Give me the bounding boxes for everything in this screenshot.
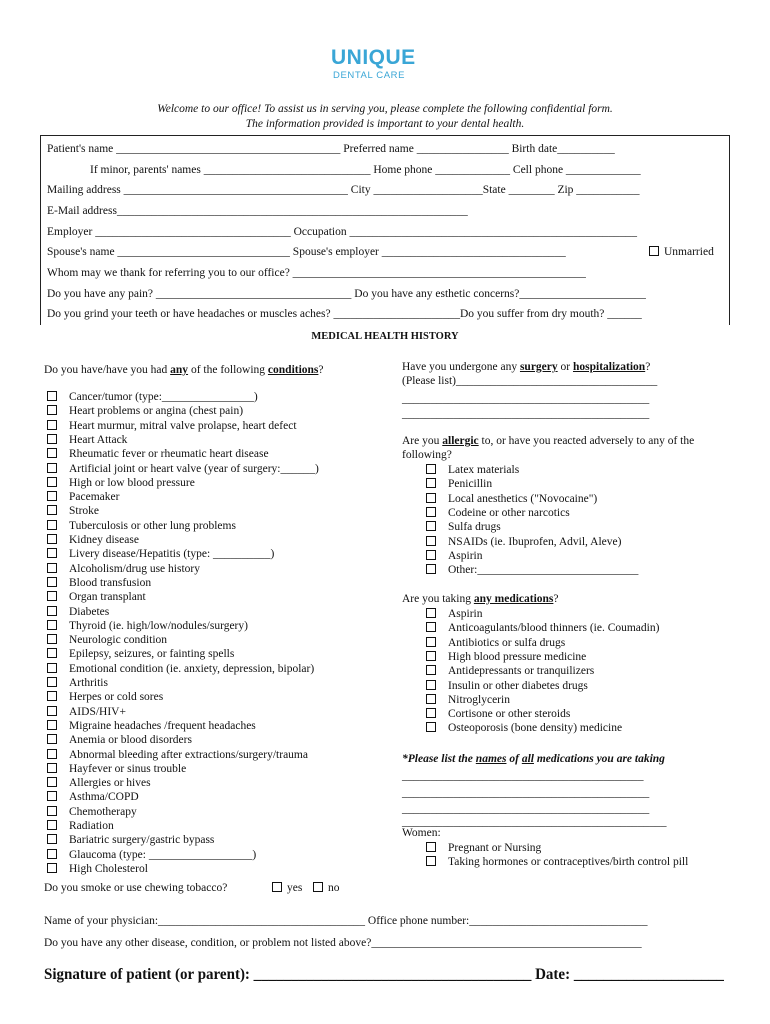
- allergy-item[interactable]: [426, 478, 492, 490]
- medication-label: High blood pressure medicine: [448, 650, 587, 663]
- condition-item[interactable]: [47, 434, 127, 446]
- condition-item[interactable]: [47, 391, 258, 403]
- medication-label: Aspirin: [448, 608, 483, 620]
- condition-checkbox[interactable]: [47, 620, 57, 630]
- condition-checkbox[interactable]: [47, 577, 57, 587]
- allergy-label: Local anesthetics ("Novocaine"): [448, 492, 598, 505]
- condition-checkbox[interactable]: [47, 706, 57, 716]
- condition-label: Asthma/COPD: [69, 791, 139, 804]
- condition-label: Artificial joint or heart valve (year of surgery:______): [69, 462, 319, 475]
- medications-question: Are you taking any medications?: [402, 593, 559, 605]
- medication-checkbox[interactable]: [426, 608, 436, 618]
- smoke-yes-item[interactable]: yes: [272, 882, 302, 894]
- allergy-item[interactable]: [426, 536, 621, 548]
- condition-checkbox[interactable]: [47, 591, 57, 601]
- condition-checkbox[interactable]: [47, 734, 57, 744]
- condition-label: High Cholesterol: [69, 862, 148, 875]
- condition-label: Migraine headaches /frequent headaches: [69, 719, 256, 732]
- condition-checkbox[interactable]: [47, 763, 57, 773]
- condition-label: Cancer/tumor (type:________________): [69, 391, 258, 403]
- condition-label: Stroke: [69, 505, 100, 518]
- intro-line-1: Welcome to our office! To assist us in serving you, please complete the following confidential form.: [157, 103, 613, 115]
- condition-checkbox[interactable]: [47, 548, 57, 558]
- medication-checkbox[interactable]: [426, 622, 436, 632]
- allergies-question: Are you allergic to, or have you reacted adversely to any of the: [402, 435, 695, 447]
- smoke-question: Do you smoke or use chewing tobacco?: [44, 882, 228, 894]
- email-row[interactable]: E-Mail address_____________________________________________________________: [47, 205, 468, 217]
- parents-names-row[interactable]: If minor, parents' names _____________________________ Home phone _____________ Cell phone _____________: [90, 164, 641, 176]
- condition-item[interactable]: [47, 820, 114, 832]
- medication-item[interactable]: [426, 651, 586, 663]
- allergy-label: Aspirin: [448, 549, 483, 562]
- medication-item[interactable]: [426, 608, 483, 620]
- condition-checkbox[interactable]: [47, 477, 57, 487]
- condition-checkbox[interactable]: [47, 520, 57, 530]
- women-label: Pregnant or Nursing: [448, 842, 542, 854]
- smoke-no-item[interactable]: no: [313, 882, 340, 894]
- medications-line-3[interactable]: ___________________________________________: [402, 803, 650, 815]
- condition-item[interactable]: [47, 420, 297, 432]
- medication-checkbox[interactable]: [426, 637, 436, 647]
- medication-item[interactable]: [426, 708, 570, 720]
- medication-checkbox[interactable]: [426, 651, 436, 661]
- condition-item[interactable]: [47, 634, 167, 646]
- condition-item[interactable]: [47, 563, 200, 575]
- condition-label: Heart problems or angina (chest pain): [69, 405, 244, 418]
- condition-item[interactable]: [47, 806, 137, 818]
- condition-label: Thyroid (ie. high/low/nodules/surgery): [69, 619, 248, 632]
- condition-item[interactable]: [47, 663, 314, 675]
- allergy-checkbox[interactable]: [426, 464, 436, 474]
- condition-label: Anemia or blood disorders: [69, 734, 192, 747]
- condition-checkbox[interactable]: [47, 791, 57, 801]
- condition-label: Allergies or hives: [69, 777, 151, 790]
- mailing-address-row[interactable]: Mailing address _______________________________________ City ___________________State ________ Zip ___________: [47, 184, 640, 196]
- medication-checkbox[interactable]: [426, 694, 436, 704]
- condition-item[interactable]: [47, 763, 186, 775]
- logo-subtitle: DENTAL CARE: [333, 70, 406, 81]
- allergy-label: Codeine or other narcotics: [448, 506, 570, 519]
- medication-checkbox[interactable]: [426, 680, 436, 690]
- condition-label: Chemotherapy: [69, 805, 137, 818]
- condition-label: Glaucoma (type: __________________): [69, 848, 257, 861]
- women-label: Women:: [402, 827, 441, 839]
- unmarried-checkbox[interactable]: [649, 246, 659, 256]
- condition-label: Tuberculosis or other lung problems: [69, 519, 236, 532]
- medication-label: Cortisone or other steroids: [448, 708, 571, 721]
- condition-label: AIDS/HIV+: [69, 705, 126, 718]
- condition-checkbox[interactable]: [47, 505, 57, 515]
- condition-item[interactable]: [47, 491, 119, 503]
- condition-label: Epilepsy, seizures, or fainting spells: [69, 648, 235, 661]
- spouse-row[interactable]: Spouse's name ______________________________ Spouse's employer ________________________________: [47, 246, 566, 258]
- medications-list-instruction: *Please list the names of all medications you are taking: [402, 753, 665, 765]
- condition-checkbox[interactable]: [47, 606, 57, 616]
- medication-item[interactable]: [426, 637, 565, 649]
- condition-item[interactable]: [47, 477, 195, 489]
- condition-item[interactable]: [47, 448, 269, 460]
- women-item[interactable]: [426, 856, 688, 868]
- condition-item[interactable]: [47, 577, 151, 589]
- medications-line-4[interactable]: ______________________________________________: [402, 816, 667, 828]
- allergy-checkbox[interactable]: [426, 550, 436, 560]
- medication-label: Antibiotics or sulfa drugs: [448, 636, 566, 649]
- surgery-line-3[interactable]: ___________________________________________: [402, 408, 650, 420]
- grind-teeth-row[interactable]: Do you grind your teeth or have headaches or muscles aches? ______________________Do you suffer from dry mouth? ______: [47, 308, 642, 320]
- women-checkbox[interactable]: [426, 842, 436, 852]
- allergy-label: Latex materials: [448, 464, 520, 476]
- allergy-item[interactable]: [426, 564, 638, 576]
- condition-checkbox[interactable]: [47, 663, 57, 673]
- condition-label: Diabetes: [69, 605, 110, 618]
- condition-label: Heart Attack: [69, 433, 128, 446]
- conditions-question: Do you have/have you had any of the following conditions?: [44, 364, 324, 376]
- condition-label: Bariatric surgery/gastric bypass: [69, 834, 215, 847]
- employer-row[interactable]: Employer __________________________________ Occupation __________________________________________________: [47, 226, 637, 238]
- pain-row[interactable]: Do you have any pain? __________________________________ Do you have any esthetic concerns?______________________: [47, 288, 646, 300]
- condition-checkbox[interactable]: [47, 720, 57, 730]
- allergy-item[interactable]: [426, 493, 597, 505]
- unmarried-label: Unmarried: [664, 246, 714, 258]
- condition-item[interactable]: [47, 620, 248, 632]
- condition-label: High or low blood pressure: [69, 476, 195, 489]
- condition-label: Rheumatic fever or rheumatic heart disease: [69, 448, 269, 461]
- surgery-line-2[interactable]: ___________________________________________: [402, 393, 650, 405]
- allergy-label: Sulfa drugs: [448, 521, 501, 534]
- logo-wordmark: UNIQUE: [331, 46, 416, 69]
- condition-item[interactable]: [47, 749, 308, 761]
- condition-item[interactable]: [47, 777, 151, 789]
- condition-checkbox[interactable]: [47, 820, 57, 830]
- medication-item[interactable]: [426, 694, 510, 706]
- medications-line-2[interactable]: ___________________________________________: [402, 787, 650, 799]
- condition-checkbox[interactable]: [47, 749, 57, 759]
- condition-label: Abnormal bleeding after extractions/surgery/trauma: [69, 748, 308, 761]
- medication-checkbox[interactable]: [426, 665, 436, 675]
- allergy-item[interactable]: [426, 550, 483, 562]
- allergy-item[interactable]: [426, 507, 570, 519]
- women-label: Taking hormones or contraceptives/birth control pill: [448, 856, 689, 869]
- patient-name-row[interactable]: Patient's name _______________________________________ Preferred name ________________ Birth date__________: [47, 143, 615, 155]
- allergy-label: NSAIDs (ie. Ibuprofen, Advil, Aleve): [448, 535, 622, 548]
- other-disease-row[interactable]: Do you have any other disease, condition, or problem not listed above?_______________________________________________: [44, 937, 642, 949]
- condition-checkbox[interactable]: [47, 448, 57, 458]
- medication-label: Antidepressants or tranquilizers: [448, 665, 595, 678]
- condition-checkbox[interactable]: [47, 634, 57, 644]
- allergy-checkbox[interactable]: [426, 493, 436, 503]
- condition-checkbox[interactable]: [47, 405, 57, 415]
- condition-checkbox[interactable]: [47, 563, 57, 573]
- condition-item[interactable]: [47, 863, 148, 875]
- medication-label: Anticoagulants/blood thinners (ie. Coumadin): [448, 622, 660, 635]
- condition-label: Heart murmur, mitral valve prolapse, heart defect: [69, 419, 297, 432]
- condition-checkbox[interactable]: [47, 648, 57, 658]
- condition-checkbox[interactable]: [47, 691, 57, 701]
- women-item[interactable]: [426, 842, 541, 854]
- allergy-item[interactable]: [426, 521, 501, 533]
- condition-item[interactable]: [47, 849, 256, 861]
- unmarried-checkbox-item[interactable]: [649, 246, 714, 258]
- condition-label: Kidney disease: [69, 534, 139, 546]
- condition-item[interactable]: [47, 791, 139, 803]
- condition-item[interactable]: [47, 591, 146, 603]
- condition-checkbox[interactable]: [47, 849, 57, 859]
- condition-item[interactable]: [47, 548, 274, 560]
- condition-checkbox[interactable]: [47, 806, 57, 816]
- condition-checkbox[interactable]: [47, 420, 57, 430]
- medication-checkbox[interactable]: [426, 722, 436, 732]
- medication-label: Insulin or other diabetes drugs: [448, 679, 588, 692]
- condition-checkbox[interactable]: [47, 777, 57, 787]
- medication-label: Osteoporosis (bone density) medicine: [448, 722, 623, 735]
- allergy-checkbox[interactable]: [426, 507, 436, 517]
- condition-item[interactable]: [47, 706, 126, 718]
- condition-label: Blood transfusion: [69, 576, 152, 589]
- condition-item[interactable]: [47, 648, 234, 660]
- condition-item[interactable]: [47, 405, 243, 417]
- condition-label: Arthritis: [69, 677, 108, 689]
- allergy-label: Other:____________________________: [448, 564, 639, 577]
- condition-checkbox[interactable]: [47, 491, 57, 501]
- condition-item[interactable]: [47, 834, 214, 846]
- condition-item[interactable]: [47, 734, 192, 746]
- smoke-no-checkbox[interactable]: [313, 882, 323, 892]
- condition-item[interactable]: [47, 691, 163, 703]
- condition-item[interactable]: [47, 520, 236, 532]
- medication-item[interactable]: [426, 722, 622, 734]
- condition-item[interactable]: [47, 606, 109, 618]
- allergy-checkbox[interactable]: [426, 564, 436, 574]
- allergy-checkbox[interactable]: [426, 521, 436, 531]
- condition-checkbox[interactable]: [47, 434, 57, 444]
- condition-label: Organ transplant: [69, 591, 146, 604]
- surgery-question: Have you undergone any surgery or hospitalization?: [402, 361, 651, 373]
- condition-checkbox[interactable]: [47, 677, 57, 687]
- medication-item[interactable]: [426, 665, 594, 677]
- referral-row[interactable]: Whom may we thank for referring you to our office? ___________________________________________________: [47, 267, 586, 279]
- allergy-item[interactable]: [426, 464, 519, 476]
- allergy-checkbox[interactable]: [426, 536, 436, 546]
- condition-checkbox[interactable]: [47, 463, 57, 473]
- medication-label: Nitroglycerin: [448, 693, 510, 706]
- condition-label: Hayfever or sinus trouble: [69, 762, 187, 775]
- smoke-yes-checkbox[interactable]: [272, 882, 282, 892]
- section-title: MEDICAL HEALTH HISTORY: [311, 331, 459, 342]
- condition-label: Neurologic condition: [69, 634, 168, 647]
- condition-checkbox[interactable]: [47, 391, 57, 401]
- condition-label: Radiation: [69, 820, 114, 832]
- medication-item[interactable]: [426, 680, 588, 692]
- condition-label: Herpes or cold sores: [69, 691, 164, 704]
- medication-item[interactable]: [426, 622, 659, 634]
- intro-line-2: The information provided is important to your dental health.: [245, 118, 525, 130]
- allergy-label: Penicillin: [448, 478, 493, 491]
- women-checkbox[interactable]: [426, 856, 436, 866]
- surgery-line-1[interactable]: (Please list)___________________________________: [402, 375, 658, 387]
- condition-item[interactable]: [47, 463, 319, 475]
- condition-item[interactable]: [47, 677, 108, 689]
- medications-line-1[interactable]: __________________________________________: [402, 770, 644, 782]
- condition-item[interactable]: [47, 534, 139, 546]
- condition-item[interactable]: [47, 720, 256, 732]
- signature-row[interactable]: Signature of patient (or parent): _____________________________________ Date: ____________________: [44, 966, 724, 983]
- condition-item[interactable]: [47, 505, 99, 517]
- condition-label: Pacemaker: [69, 491, 120, 504]
- allergies-question-line-2: following?: [402, 449, 452, 461]
- physician-row[interactable]: Name of your physician:____________________________________ Office phone number:_______________________________: [44, 915, 648, 927]
- condition-checkbox[interactable]: [47, 863, 57, 873]
- allergy-checkbox[interactable]: [426, 478, 436, 488]
- condition-checkbox[interactable]: [47, 834, 57, 844]
- unique-dental-care-logo: [331, 46, 441, 90]
- condition-label: Alcoholism/drug use history: [69, 562, 200, 575]
- condition-checkbox[interactable]: [47, 534, 57, 544]
- condition-label: Livery disease/Hepatitis (type: __________): [69, 548, 275, 561]
- medication-checkbox[interactable]: [426, 708, 436, 718]
- condition-label: Emotional condition (ie. anxiety, depression, bipolar): [69, 662, 315, 675]
